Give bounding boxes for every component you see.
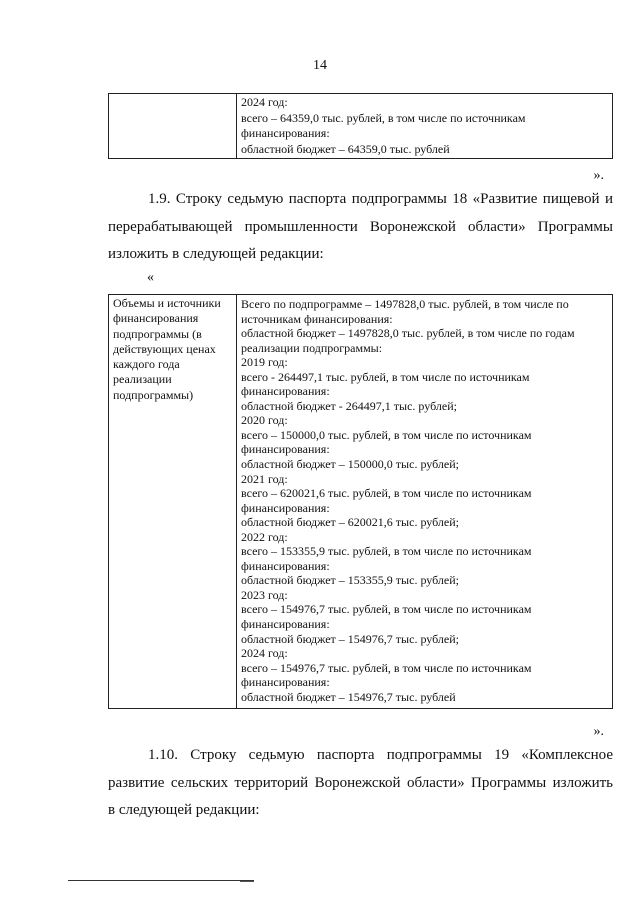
table-line: областной бюджет – 154976,7 тыс. рублей; [241,631,459,646]
paragraph-line: изложить в следующей редакции: [108,246,324,262]
passport-table [108,294,613,709]
table-continuation [108,93,613,159]
table-line: реализации подпрограммы: [241,340,383,355]
table-line: финансирования: [241,126,330,140]
label-line: подпрограммы) [113,387,194,402]
table-line: областной бюджет – 1497828,0 тыс. рублей, в том числе по годам [241,326,575,341]
table-line: всего – 150000,0 тыс. рублей, в том числе по источникам [241,427,532,442]
opening-quote: « [147,270,154,285]
table-line: 2024 год: [241,95,288,109]
closing-quote: ». [593,168,604,183]
table-line: областной бюджет – 620021,6 тыс. рублей; [241,515,459,530]
label-line: Объемы и источники [113,296,221,310]
label-line: финансирования [113,311,199,326]
table-row [109,295,613,709]
table-label-cell [109,295,237,709]
table-line: областной бюджет – 150000,0 тыс. рублей; [241,457,459,472]
table-line: финансирования: [241,617,330,632]
table-line: источникам финансирования: [241,311,393,326]
footnote-rule [68,880,254,881]
table-line: финансирования: [241,558,330,573]
paragraph-1-9 [108,186,613,269]
table-value-cell [237,295,613,709]
table-line: финансирования: [241,500,330,515]
table-line: всего – 154976,7 тыс. рублей, в том числе по источникам [241,660,532,675]
table-line: областной бюджет – 64359,0 тыс. рублей [241,141,450,156]
table-line: областной бюджет - 264497,1 тыс. рублей; [241,398,457,413]
footnote-dash [240,881,254,882]
label-line: подпрограммы (в [113,326,202,341]
closing-quote: ». [593,724,604,739]
table-row [109,94,613,159]
table-line: областной бюджет – 154976,7 тыс. рублей [241,689,456,704]
table-line: 2020 год: [241,413,288,428]
paragraph-1-10 [108,742,613,825]
label-line: каждого года [113,357,180,372]
table-line: всего – 64359,0 тыс. рублей, в том числе по источникам [241,110,526,125]
paragraph-line: перерабатывающей промышленности Воронежской области» Программы [108,218,613,235]
table-line: Всего по подпрограмме – 1497828,0 тыс. рублей, в том числе по [241,297,569,311]
table-line: всего – 620021,6 тыс. рублей, в том числе по источникам [241,486,532,501]
table-line: всего – 154976,7 тыс. рублей, в том числе по источникам [241,602,532,617]
paragraph-line: 1.10. Строку седьмую паспорта подпрограммы 19 «Комплексное [148,747,613,763]
table-value-cell [237,94,613,159]
paragraph-line: 1.9. Строку седьмую паспорта подпрограммы 18 «Развитие пищевой и [148,191,613,207]
table-line: финансирования: [241,384,330,399]
table-line: 2022 год: [241,529,288,544]
table-line: 2024 год: [241,646,288,661]
table-label-cell [109,94,237,159]
table-line: 2023 год: [241,587,288,602]
table-line: всего - 264497,1 тыс. рублей, в том числе по источникам [241,369,530,384]
label-line: реализации [113,372,172,387]
table-line: областной бюджет – 153355,9 тыс. рублей; [241,573,459,588]
paragraph-line: в следующей редакции: [108,802,260,818]
page-number: 14 [313,58,327,73]
table-line: финансирования: [241,442,330,457]
table-line: финансирования: [241,675,330,690]
label-line: действующих ценах [113,341,216,356]
table-line: всего – 153355,9 тыс. рублей, в том числе по источникам [241,544,532,559]
table-line: 2021 год: [241,471,288,486]
paragraph-line: развитие сельских территорий Воронежской области» Программы изложить [108,774,613,791]
table-line: 2019 год: [241,355,288,370]
